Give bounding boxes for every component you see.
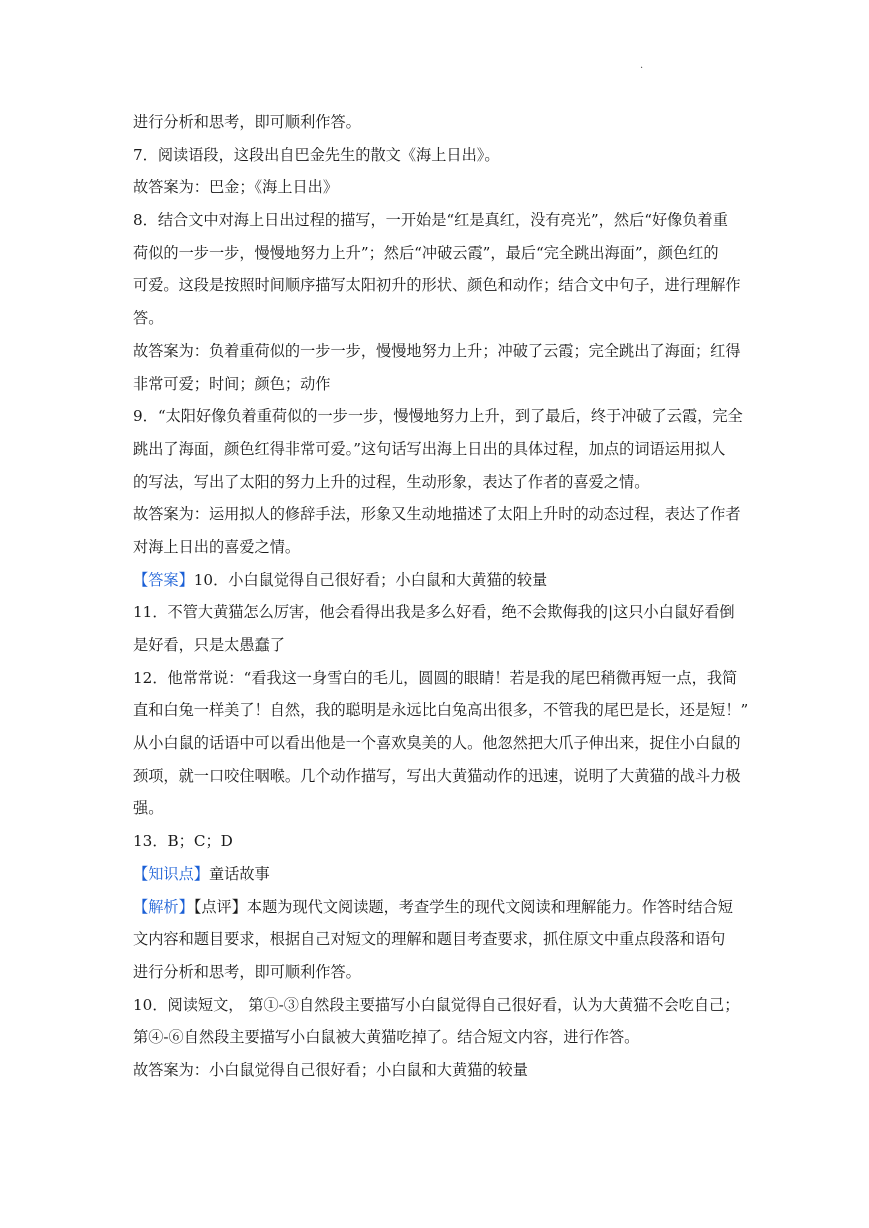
text-line: 故答案为：运用拟人的修辞手法，形象又生动地描述了太阳上升时的动态过程，表达了作者 bbox=[133, 505, 741, 524]
text-line: 第④-⑥自然段主要描写小白鼠被大黄猫吃掉了。结合短文内容，进行作答。 bbox=[133, 1028, 640, 1047]
text-line: 11．不管大黄猫怎么厉害，他会看得出我是多么好看，绝不会欺侮我的|这只小白鼠好看倒 bbox=[133, 603, 735, 622]
text-line: 12．他常常说：“看我这一身雪白的毛儿，圆圆的眼睛！若是我的尾巴稍微再短一点，我简 bbox=[133, 668, 738, 687]
text-line: 8．结合文中对海上日出过程的描写，一开始是“红是真红，没有亮光”，然后“好像负着重 bbox=[133, 211, 728, 230]
text-line: 强。 bbox=[133, 799, 164, 818]
text-line: 的写法，写出了太阳的努力上升的过程，生动形象，表达了作者的喜爱之情。 bbox=[133, 472, 650, 491]
analysis-line: 【解析】【点评】本题为现代文阅读题，考查学生的现代文阅读和理解能力。作答时结合短 bbox=[133, 897, 733, 916]
text-line: 是好看，只是太愚蠢了 bbox=[133, 636, 285, 654]
text-line: 颈项，就一口咬住咽喉。几个动作描写，写出大黄猫动作的迅速，说明了大黄猫的战斗力极 bbox=[133, 766, 741, 785]
answer-line: 【答案】10．小白鼠觉得自己很好看；小白鼠和大黄猫的较量 bbox=[133, 570, 548, 589]
text-line: 10．阅读短文， 第①-③自然段主要描写小白鼠觉得自己很好看，认为大黄猫不会吃自己； bbox=[133, 995, 740, 1014]
text-line: 故答案为：负着重荷似的一步一步，慢慢地努力上升；冲破了云霞；完全跳出了海面；红得 bbox=[133, 341, 741, 360]
text-line: 进行分析和思考，即可顺利作答。 bbox=[133, 962, 361, 981]
answer-tag: 【答案】 bbox=[133, 570, 194, 589]
text-line: 13．B；C；D bbox=[133, 832, 233, 851]
text-line: 可爱。这段是按照时间顺序描写太阳初升的形状、颜色和动作；结合文中句子，进行理解作 bbox=[133, 276, 741, 295]
knowledge-point-tag: 【知识点】 bbox=[133, 864, 209, 883]
text-line: 7．阅读语段，这段出自巴金先生的散文《海上日出》。 bbox=[133, 145, 500, 164]
analysis-tag: 【解析】 bbox=[133, 897, 194, 916]
text-line: 直和白兔一样美了！自然，我的聪明是永远比白兔高出很多，不管我的尾巴是长，还是短！” bbox=[133, 701, 749, 720]
text-line: 文内容和题目要求，根据自己对短文的理解和题目考查要求，抓住原文中重点段落和语句 bbox=[133, 930, 726, 949]
text-line: 从小白鼠的话语中可以看出他是一个喜欢臭美的人。他忽然把大爪子伸出来，捉住小白鼠的 bbox=[133, 734, 741, 753]
header-mark: · bbox=[640, 63, 644, 74]
text-line: 答。 bbox=[133, 309, 164, 328]
text-line: 故答案为：巴金；《海上日出》 bbox=[133, 178, 339, 197]
text-line: 故答案为：小白鼠觉得自己很好看；小白鼠和大黄猫的较量 bbox=[133, 1060, 528, 1079]
text-line: 9．“太阳好像负着重荷似的一步一步，慢慢地努力上升，到了最后，终于冲破了云霞，完全 bbox=[133, 407, 743, 426]
text-line: 荷似的一步一步，慢慢地努力上升”；然后“冲破云霞”，最后“完全跳出海面”，颜色红的 bbox=[133, 243, 719, 262]
text-line: 进行分析和思考，即可顺利作答。 bbox=[133, 113, 361, 131]
knowledge-point-line: 【知识点】童话故事 bbox=[133, 864, 270, 883]
text-line: 非常可爱；时间；颜色；动作 bbox=[133, 374, 331, 393]
text-line: 对海上日出的喜爱之情。 bbox=[133, 537, 301, 556]
document-body bbox=[133, 106, 749, 1087]
text-line: 跳出了海面，颜色红得非常可爱。”这句话写出海上日出的具体过程，加点的词语运用拟人 bbox=[133, 439, 726, 458]
